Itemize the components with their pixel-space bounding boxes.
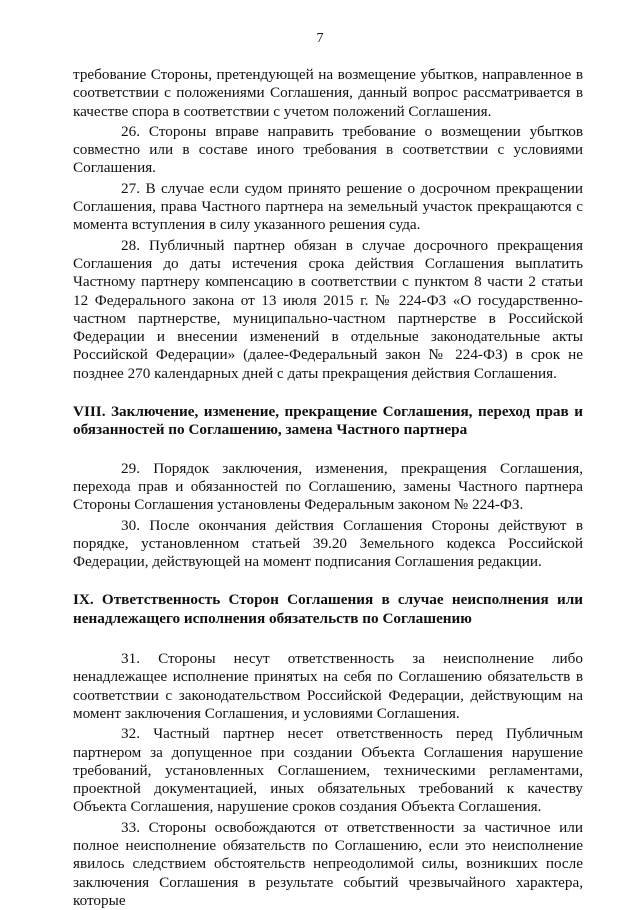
section-heading-8: VIII. Заключение, изменение, прекращение Соглашения, переход прав и обязанностей по Соглашению, замена Частного партнера <box>73 403 583 439</box>
paragraph-continuation: требование Стороны, претендующей на возмещение убытков, направленное в соответствии с положениями Соглашения, данный вопрос рассматривается в качестве спора в соответствии с учетом положений Соглашения. <box>73 66 583 120</box>
paragraph-29: 29. Порядок заключения, изменения, прекращения Соглашения, перехода прав и обязанностей по Соглашению, замены Частного партнера Стороны Соглашения установлены Федеральным законом № 224-ФЗ. <box>73 459 583 514</box>
paragraph-28: 28. Публичный партнер обязан в случае досрочного прекращения Соглашения до даты истечения срока действия Соглашения выплатить Частному партнеру компенсацию в соответствии с пунктом 8 части 2 статьи 12 Федерального закона от 13 июля 2015 г. № 224-ФЗ «О государственно-частном партнерстве, муниципально-частном партнерстве в Российской Федерации и внесении изменений в отдельные законодательные акты Российской Федерации» (далее-Федеральный закон № 224-ФЗ) в срок не позднее 270 календарных дней с даты прекращения действия Соглашения. <box>73 236 583 382</box>
paragraph-32: 32. Частный партнер несет ответственность перед Публичным партнером за допущенное при создании Объекта Соглашения нарушение требований, установленных Соглашением, техническими регламентами, проектной документацией, иных обязательных требований к качеству Объекта Соглашения, нарушение сроков создания Объекта Соглашения. <box>73 725 583 816</box>
paragraph-27: 27. В случае если судом принято решение о досрочном прекращении Соглашения, права Частного партнера на земельный участок прекращаются с момента вступления в силу указанного решения суда. <box>73 179 583 234</box>
paragraph-33: 33. Стороны освобождаются от ответственности за частичное или полное неисполнение обязательств по Соглашению, если это неисполнение явилось следствием обстоятельств непреодолимой силы, возникших после заключения Соглашения в результате событий чрезвычайного характера, которые <box>73 818 583 909</box>
paragraph-30: 30. После окончания действия Соглашения Стороны действуют в порядке, установленном статьей 39.20 Земельного кодекса Российской Федерации, действующей на момент подписания Соглашения редакции. <box>73 516 583 571</box>
section-heading-9: IX. Ответственность Сторон Соглашения в случае неисполнения или ненадлежащего исполнения обязательств по Соглашению <box>73 591 583 627</box>
page-content <box>73 66 583 910</box>
paragraph-31: 31. Стороны несут ответственность за неисполнение либо ненадлежащее исполнение принятых на себя по Соглашению обязательств в соответствии с законодательством Российской Федерации, действующим на момент заключения Соглашения, и условиями Соглашения. <box>73 650 583 722</box>
paragraph-26: 26. Стороны вправе направить требование о возмещении убытков совместно или в составе иного требования в соответствии с условиями Соглашения. <box>73 122 583 177</box>
page-number: 7 <box>316 31 324 46</box>
